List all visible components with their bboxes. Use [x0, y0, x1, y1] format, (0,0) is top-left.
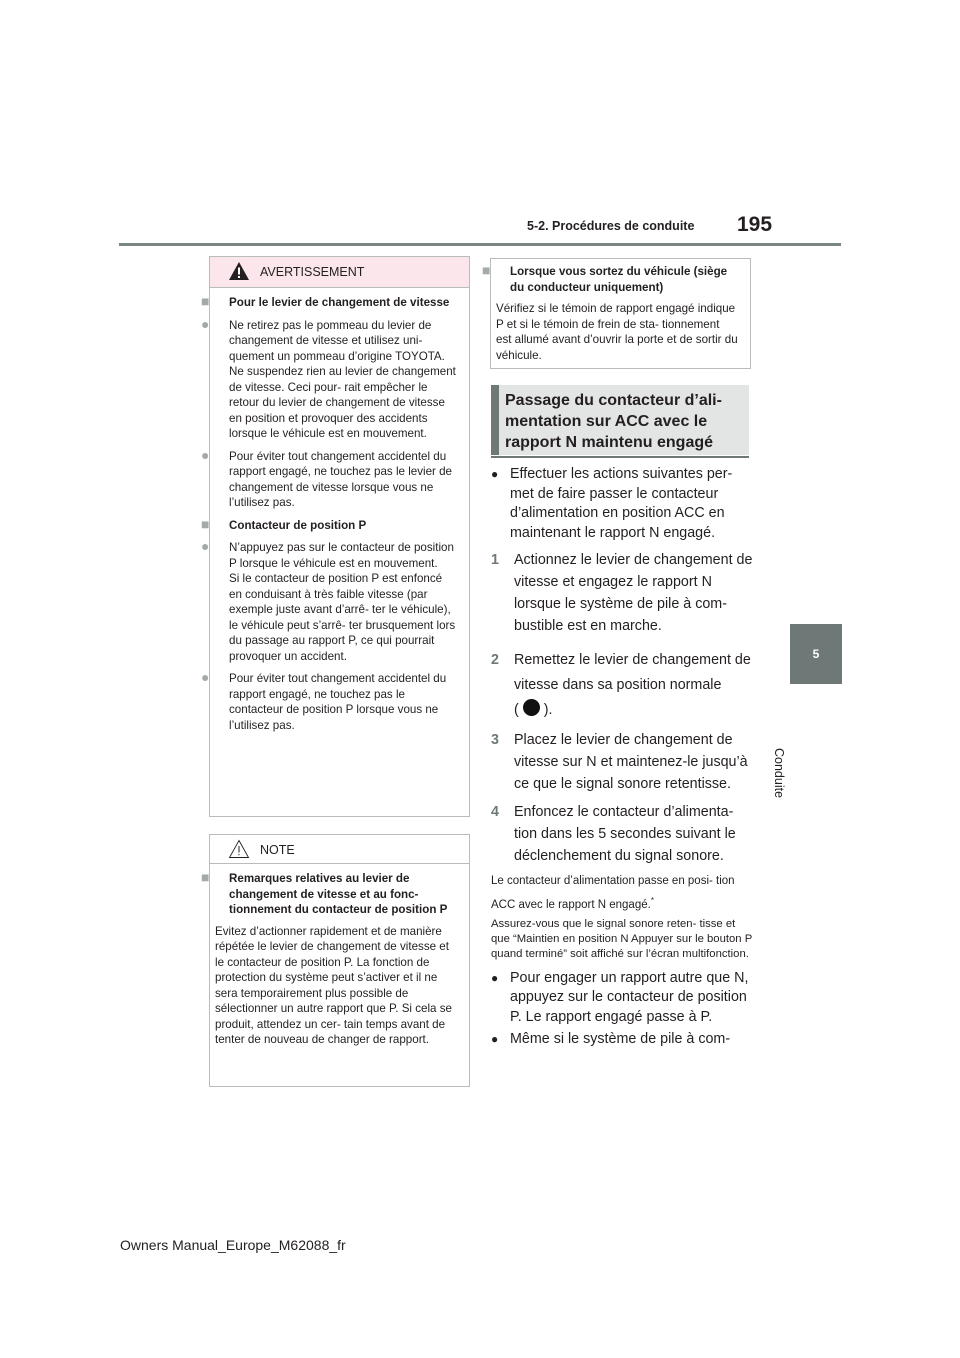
- warning-icon: [228, 261, 250, 281]
- square-bullet-icon: ■: [201, 293, 210, 309]
- round-bullet-icon: ●: [201, 538, 210, 554]
- square-bullet-icon: ■: [201, 515, 210, 532]
- step-number: 3: [491, 732, 499, 748]
- step-item: [491, 801, 753, 867]
- warning-header: [210, 257, 469, 288]
- warning-item: Ne retirez pas le pommeau du levier de changement de vitesse et utilisez uni- quement un pommeau d’origine TOYOTA. Ne suspendez rien au levier de changement de vitesse. Ceci pour- rait empêcher le retour du levier de changement de vitesse en position et provoquer des accidents lorsque le véhicule est en mouvement.: [229, 318, 456, 440]
- note-title: NOTE: [260, 843, 295, 857]
- chapter-label-wrap: [772, 694, 818, 799]
- footer-text: Owners Manual_Europe_M62088_fr: [120, 1237, 346, 1253]
- info-bullet: ● Même si le système de pile à com-: [491, 1030, 753, 1050]
- warning-item: Pour éviter tout changement accidentel du rapport engagé, ne touchez pas le levier de changement de vitesse lorsque vous ne l’utilisez pas.: [229, 449, 453, 509]
- square-bullet-icon: ■: [482, 262, 491, 278]
- info-bullet: ● Pour engager un rapport autre que N, appuyez sur le contacteur de position P. Le rapport engagé passe à P.: [491, 969, 753, 1028]
- round-bullet-icon: ●: [201, 315, 210, 332]
- warning-box: [201, 256, 470, 817]
- warning-title: AVERTISSEMENT: [260, 265, 365, 279]
- section-heading: Passage du contacteur d’ali- mentation sur ACC avec le rapport N maintenu engagé: [491, 385, 749, 455]
- exit-info-box: [482, 258, 751, 369]
- note-box: [201, 834, 470, 1087]
- exit-info-title: Lorsque vous sortez du véhicule (siège du conducteur uniquement): [510, 265, 728, 294]
- heading-underline: [491, 456, 749, 458]
- step-text: Placez le levier de changement de vitesse sur N et maintenez-le jusqu’à ce que le signal sonore retentisse.: [514, 732, 748, 792]
- note-body: [201, 864, 469, 1048]
- step-text: Remettez le levier de changement de vitesse dans sa position normale: [514, 652, 751, 693]
- round-bullet-icon: ●: [201, 669, 210, 685]
- step-item: [491, 549, 753, 637]
- step-paren-close: ).: [543, 702, 553, 718]
- note-text: Evitez d’actionner rapidement et de manière répétée le levier de changement de vitesse et le contacteur de position P. La fonction de protection du système peut s’activer et il ne sera temporairement plus possible de sélectionner un autre rapport que P. Si cela se produit, attendez un cer- tain temps avant de tenter de nouveau de changer de rapport.: [215, 924, 452, 1046]
- header-divider: [119, 243, 841, 246]
- step-number: 2: [491, 652, 499, 668]
- chapter-number: 5: [812, 647, 820, 661]
- main-content: [491, 465, 753, 1050]
- round-bullet-icon: ●: [201, 446, 210, 463]
- warning-item: N’appuyez pas sur le contacteur de position P lorsque le véhicule est en mouvement.: [229, 541, 454, 570]
- note-header: [210, 835, 469, 864]
- page-number: 195: [737, 213, 773, 236]
- step-text: Enfoncez le contacteur d’alimenta- tion dans les 5 secondes suivant le déclenchement du signal sonore.: [514, 804, 736, 864]
- info-note: Assurez-vous que le signal sonore reten- tisse et que “Maintien en position N Appuyer sur le bouton P quand terminé” soit affiché sur l’écran multifonction.: [491, 917, 753, 960]
- footnote-mark: *: [650, 896, 654, 905]
- step-number: 1: [491, 552, 499, 568]
- warning-section-title: Contacteur de position P: [229, 518, 367, 532]
- note-section-title: Remarques relatives au levier de changement de vitesse et au fonc- tionnement du contacteur de position P: [229, 872, 448, 916]
- warning-body: [201, 288, 469, 733]
- step-item: [491, 729, 753, 795]
- step-text: Actionnez le levier de changement de vitesse et engagez le rapport N lorsque le système de pile à com- bustible est en marche.: [514, 552, 753, 634]
- chapter-tab: [790, 624, 842, 684]
- warning-item: Si le contacteur de position P est enfoncé en conduisant à très faible vitesse (par exemple juste avant d’arrê- ter le véhicule), le véhicule peut s’arrê- ter brusquement lors du passage au rapport P, ce qui pourrait provoquer un accident.: [229, 572, 456, 663]
- shift-lever-home-position-icon: [523, 699, 540, 716]
- caution-outline-icon: [228, 839, 250, 859]
- chapter-label: Conduite: [772, 748, 786, 799]
- exit-info-text: Vérifiez si le témoin de rapport engagé indique P et si le témoin de frein de sta- tionnement est allumé avant d’ouvrir la porte et de sortir du véhicule.: [496, 302, 738, 362]
- step-number: 4: [491, 804, 499, 820]
- exit-info-body: [482, 259, 750, 363]
- warning-item: Pour éviter tout changement accidentel du rapport engagé, ne touchez pas le contacteur de position P lorsque vous ne l’utilisez pas.: [229, 672, 447, 732]
- square-bullet-icon: ■: [201, 869, 210, 885]
- intro-bullet: ● Effectuer les actions suivantes per- met de faire passer le contacteur d’alimentation en position ACC en maintenant le rapport N engagé.: [491, 465, 753, 543]
- step-item: [491, 648, 753, 723]
- info-note: Le contacteur d’alimentation passe en posi- tion ACC avec le rapport N engagé.*: [491, 875, 735, 911]
- section-header: 5-2. Procédures de conduite: [527, 219, 695, 233]
- warning-section-title: Pour le levier de changement de vitesse: [229, 296, 450, 309]
- step-paren-open: (: [514, 702, 519, 718]
